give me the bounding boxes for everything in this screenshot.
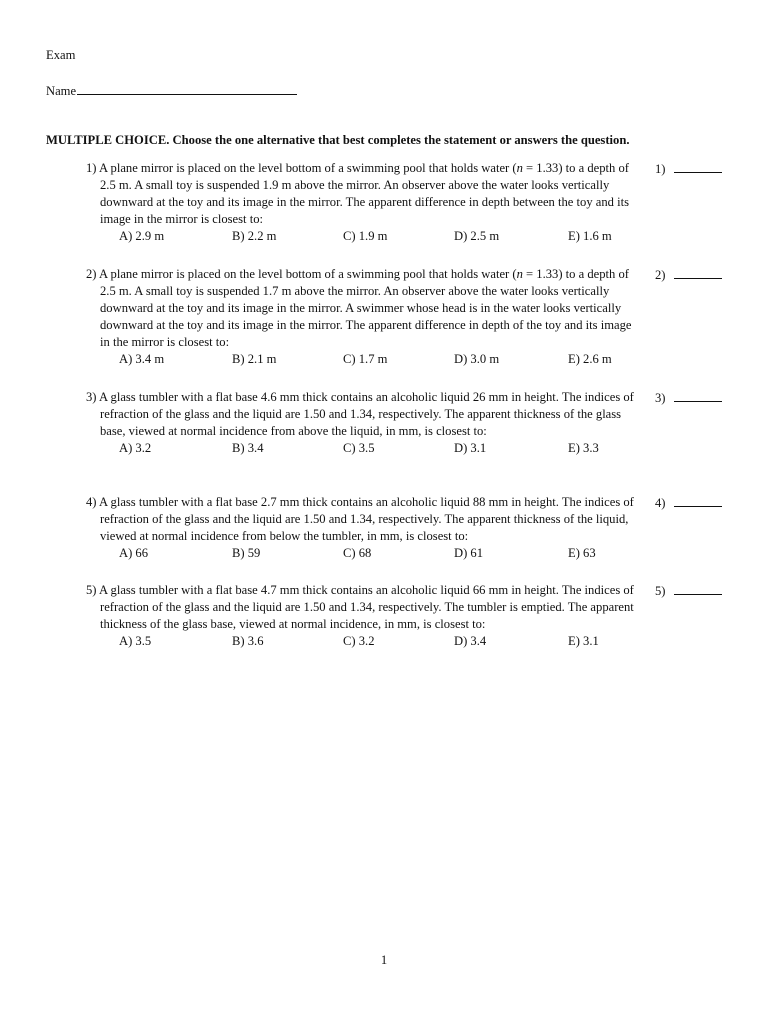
question-text [86,494,638,545]
question-text [86,266,638,351]
choice-d[interactable]: D) 61 [454,546,484,560]
question-text [86,389,638,440]
answer-choices [86,440,638,457]
question-text [86,582,638,633]
choice-d[interactable]: D) 2.5 m [454,229,500,243]
answer-label: 1) [655,162,666,176]
choice-a[interactable]: A) 66 [119,546,149,560]
answer-slot-2 [655,266,722,284]
answer-blank-line[interactable] [674,389,722,402]
answer-choices [86,545,638,562]
choice-e[interactable]: E) 63 [568,546,596,560]
variable-n: n [516,267,523,281]
choice-e[interactable]: E) 2.6 m [568,352,612,366]
choice-c[interactable]: C) 3.2 [343,634,375,648]
choice-d[interactable]: D) 3.1 [454,441,487,455]
answer-blank-line[interactable] [674,266,722,279]
choice-c[interactable]: C) 3.5 [343,441,375,455]
choice-c[interactable]: C) 1.7 m [343,352,388,366]
choice-b[interactable]: B) 59 [232,546,261,560]
choice-c[interactable]: C) 1.9 m [343,229,388,243]
question-3 [86,389,638,457]
question-4 [86,494,638,562]
choice-a[interactable]: A) 3.2 [119,441,152,455]
instructions: MULTIPLE CHOICE. Choose the one alternative that best completes the statement or answers the question. [46,133,630,147]
question-stem-part: A plane mirror is placed on the level bottom of a swimming pool that holds water ( [98,267,517,281]
question-stem-part: A glass tumbler with a flat base 2.7 mm thick contains an alcoholic liquid 88 mm in height. The indices of refraction of the glass and the liquid are 1.50 and 1.34, respectively. The apparent thickness of the liquid, viewed at normal incidence from below the tumbler, in mm, is closest to: [98,495,634,543]
question-stem-part: A plane mirror is placed on the level bottom of a swimming pool that holds water ( [98,161,517,175]
choice-a[interactable]: A) 2.9 m [119,229,165,243]
choice-c[interactable]: C) 68 [343,546,372,560]
variable-n: n [516,161,523,175]
answer-label: 5) [655,584,666,598]
answer-blank-line[interactable] [674,582,722,595]
question-1 [86,160,638,245]
choice-b[interactable]: B) 3.4 [232,441,264,455]
question-stem-part: = 1.33) to a depth of 2.5 m. A small toy is suspended 1.9 m above the mirror. An observer above the water looks vertically downward at the toy and its image in the mirror. The apparent difference in depth between the toy and its image in the mirror is closest to: [100,161,630,226]
name-blank-line[interactable] [77,81,297,95]
answer-blank-line[interactable] [674,494,722,507]
choice-e[interactable]: E) 1.6 m [568,229,612,243]
choice-e[interactable]: E) 3.3 [568,441,599,455]
name-label: Name [46,84,77,98]
choice-a[interactable]: A) 3.5 [119,634,152,648]
name-row [46,81,297,100]
answer-slot-1 [655,160,722,178]
question-number: 3) [86,390,97,404]
question-stem-part: A glass tumbler with a flat base 4.7 mm thick contains an alcoholic liquid 66 mm in height. The indices of refraction of the glass and the liquid are 1.50 and 1.34, respectively. The tumbler is emptied. The apparent thickness of the glass base, viewed at normal incidence, in mm, is closest to: [98,583,634,631]
answer-slot-4 [655,494,722,512]
question-5 [86,582,638,650]
choice-b[interactable]: B) 2.2 m [232,229,277,243]
question-number: 2) [86,267,97,281]
answer-label: 3) [655,391,666,405]
choice-d[interactable]: D) 3.0 m [454,352,500,366]
choice-a[interactable]: A) 3.4 m [119,352,165,366]
question-stem-part: A glass tumbler with a flat base 4.6 mm thick contains an alcoholic liquid 26 mm in height. The indices of refraction of the glass and the liquid are 1.50 and 1.34, respectively. The apparent thickness of the glass base, viewed at normal incidence from above the liquid, in mm, is closest to: [98,390,634,438]
choice-e[interactable]: E) 3.1 [568,634,599,648]
question-number: 1) [86,161,97,175]
answer-choices [86,228,638,245]
answer-choices [86,351,638,368]
answer-label: 4) [655,496,666,510]
answer-slot-3 [655,389,722,407]
answer-label: 2) [655,268,666,282]
answer-choices [86,633,638,650]
question-number: 5) [86,583,97,597]
answer-slot-5 [655,582,722,600]
page-number: 1 [380,953,388,967]
choice-b[interactable]: B) 2.1 m [232,352,277,366]
answer-blank-line[interactable] [674,160,722,173]
question-2 [86,266,638,368]
exam-title: Exam [46,48,76,62]
question-number: 4) [86,495,97,509]
choice-b[interactable]: B) 3.6 [232,634,264,648]
question-stem-part: = 1.33) to a depth of 2.5 m. A small toy is suspended 1.7 m above the mirror. An observer above the water looks vertically downward at the toy and its image in the mirror. A swimmer whose head is in the water looks vertically downward at the toy and its image in the mirror. The apparent difference in depth of the toy and its image in the mirror is closest to: [100,267,632,349]
question-text [86,160,638,228]
choice-d[interactable]: D) 3.4 [454,634,487,648]
